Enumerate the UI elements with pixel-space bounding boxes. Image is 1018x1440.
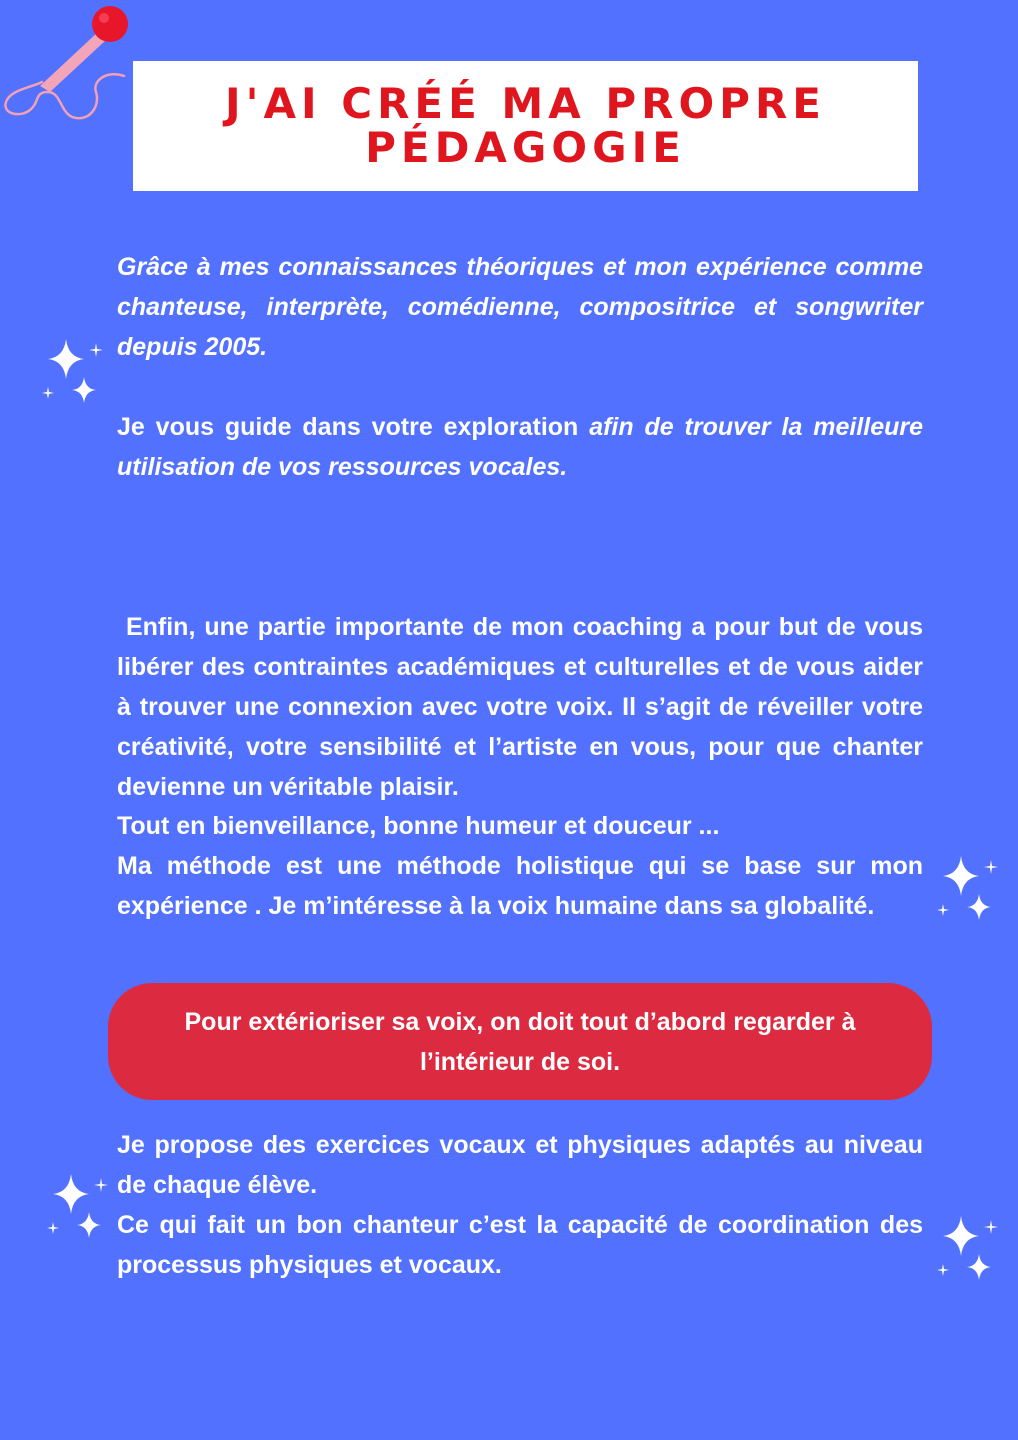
quote-callout xyxy=(108,983,932,1100)
title-box xyxy=(133,61,918,191)
intro-text: Grâce à mes connaissances théoriques et mon expérience comme chanteuse, interprète, comédienne, compositrice et songwriter depuis 2005. xyxy=(117,253,923,361)
microphone-icon xyxy=(0,0,140,140)
bienveillance-text: Tout en bienveillance, bonne humeur et douceur ... xyxy=(117,812,720,840)
guide-text-italic: afin de trouver la meilleure utilisation de vos ressources vocales. xyxy=(117,413,923,481)
sparkle-icon xyxy=(45,1170,115,1250)
coaching-paragraph xyxy=(117,527,930,847)
sparkle-icon xyxy=(935,1212,1005,1292)
singer-text: Ce qui fait un bon chanteur c’est la capacité de coordination des processus physiques et vocaux. xyxy=(117,1211,923,1279)
coaching-text: Enfin, une partie importante de mon coaching a pour but de vous libérer des contraintes académiques et culturelles et de vous aider à trouver une connexion avec votre voix. Il s’agit de réveiller votre créativité, votre sensibilité et l’artiste en vous, pour que chanter devienne un véritable plaisir. xyxy=(117,613,930,801)
sparkle-icon xyxy=(935,852,1005,932)
guide-paragraph xyxy=(117,407,923,487)
sparkle-icon xyxy=(40,335,110,415)
intro-paragraph xyxy=(117,247,923,367)
quote-text: Pour extérioriser sa voix, on doit tout d’abord regarder à l’intérieur de soi. xyxy=(184,1007,856,1076)
page-title-line-1: J'AI CRÉÉ MA PROPRE xyxy=(225,79,826,128)
method-paragraph xyxy=(117,806,923,926)
guide-text xyxy=(117,407,923,487)
guide-text-plain: Je vous guide dans votre exploration xyxy=(117,413,590,441)
exercises-paragraph xyxy=(117,1125,923,1285)
exercises-text: Je propose des exercices vocaux et physiques adaptés au niveau de chaque élève. xyxy=(117,1131,923,1199)
method-text: Ma méthode est une méthode holistique qui se base sur mon expérience . Je m’intéresse à la voix humaine dans sa globalité. xyxy=(117,852,923,920)
page-title-line-2: PÉDAGOGIE xyxy=(365,123,686,172)
